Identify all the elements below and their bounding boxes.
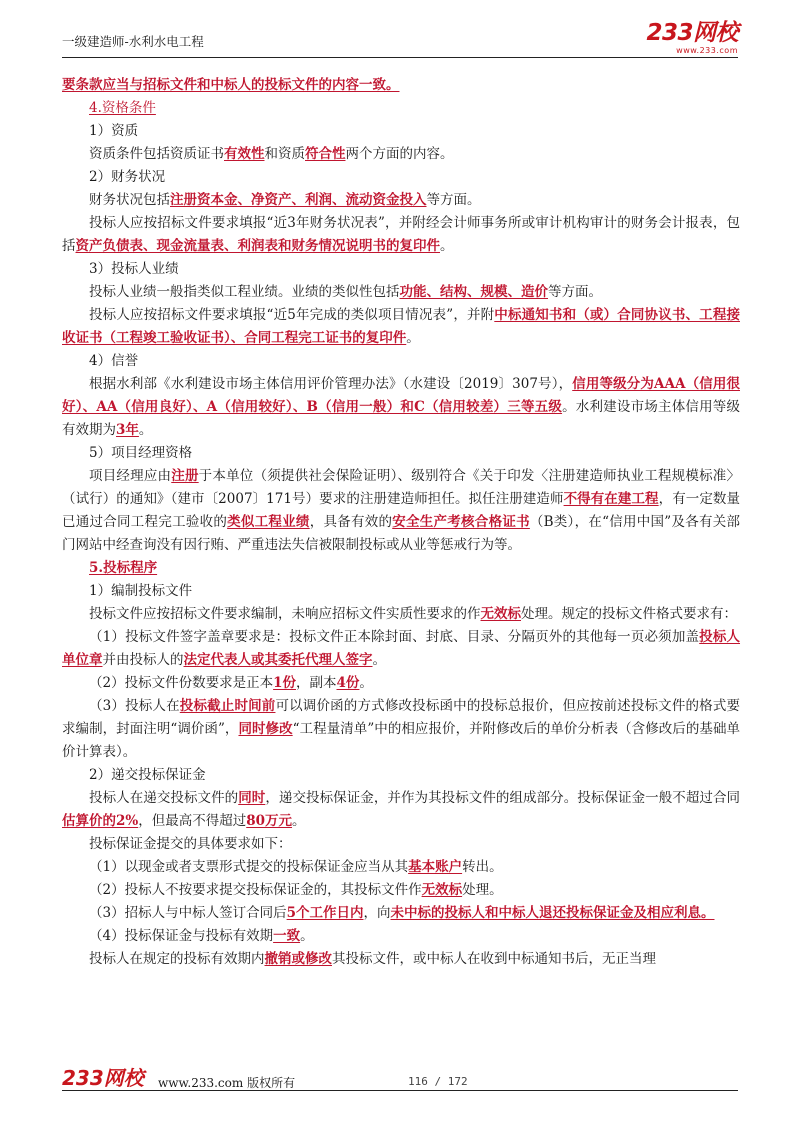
highlighted-text: 同时 xyxy=(238,790,266,806)
highlighted-text: 无效标 xyxy=(421,882,463,898)
text-run: 处理。规定的投标文件格式要求有： xyxy=(521,606,737,622)
paragraph xyxy=(62,557,740,580)
paragraph xyxy=(62,281,740,304)
text-run: 。 xyxy=(372,652,386,668)
highlighted-text: 符合性 xyxy=(305,146,346,162)
text-run: 可以调价函的方式修改投标函中的投标总报价，但应按前述投标文件的格式要求编制，封面注明“调价函”， xyxy=(62,698,741,737)
paragraph xyxy=(62,74,740,97)
text-run: 。 xyxy=(440,238,454,254)
text-run: （2）投标文件份数要求是正本 xyxy=(89,675,274,691)
text-run: 2）财务状况 xyxy=(89,169,166,185)
highlighted-text: 安全生产考核合格证书 xyxy=(392,514,530,530)
highlighted-text: 投标截止时间前 xyxy=(179,698,276,714)
page-number: 116 / 172 xyxy=(408,1075,468,1088)
paragraph xyxy=(62,948,740,971)
text-run: 。 xyxy=(138,422,153,438)
text-run: （4）投标保证金与投标有效期 xyxy=(89,928,274,944)
text-run: ，副本 xyxy=(296,675,337,691)
text-run: 财务状况包括 xyxy=(89,192,170,208)
text-run: （2）投标人不按要求提交投标保证金的，其投标文件作 xyxy=(89,882,422,898)
text-run: 1）资质 xyxy=(89,123,139,139)
paragraph xyxy=(62,672,740,695)
highlighted-text: 资产负债表、现金流量表、利润表和财务情况说明书的复印件 xyxy=(75,238,440,254)
highlighted-text: 未中标的投标人和中标人退还投标保证金及相应利息。 xyxy=(390,905,715,921)
text-run: ，向 xyxy=(363,905,391,921)
text-run: ，递交投标保证金，并作为其投标文件的组成部分。投标保证金一般不超过合同 xyxy=(265,790,741,806)
highlighted-text: 有效性 xyxy=(224,146,265,162)
document-title: 一级建造师-水利水电工程 xyxy=(62,34,204,49)
text-run: 两个方面的内容。 xyxy=(345,146,454,162)
text-run: ，但最高不得超过 xyxy=(138,813,247,829)
paragraph xyxy=(62,626,740,672)
highlighted-text: 类似工程业绩 xyxy=(227,514,310,530)
paragraph xyxy=(62,902,740,925)
highlighted-text: 撤销或修改 xyxy=(264,951,332,967)
footer-logo: 233网校 xyxy=(62,1066,144,1090)
highlighted-text: 估算价的2% xyxy=(62,813,139,829)
text-run: ，具备有效的 xyxy=(309,514,393,530)
text-run: （1）以现金或者支票形式提交的投标保证金应当从其 xyxy=(89,859,409,875)
text-run: 和资质 xyxy=(264,146,305,162)
text-run: （1）投标文件签字盖章要求是：投标文件正本除封面、封底、目录、分隔页外的其他每一页必须加盖 xyxy=(89,629,700,645)
paragraph xyxy=(62,856,740,879)
paragraph xyxy=(62,143,740,166)
highlighted-text: 中标通知书和（或）合同协议书、工程接收证书（工程竣工验收证书）、合同工程完工证书的复印件 xyxy=(62,307,740,346)
text-run: 资质条件包括资质证书 xyxy=(89,146,224,162)
footer-copyright: www.233.com 版权所有 xyxy=(158,1076,296,1090)
paragraph xyxy=(62,833,740,856)
paragraph xyxy=(62,373,740,442)
paragraph xyxy=(62,258,740,281)
text-run: 。水利建设市场主体信用等级有效期为 xyxy=(62,399,741,438)
text-run: 1）编制投标文件 xyxy=(89,583,193,599)
text-run: 投标人在递交投标文件的 xyxy=(89,790,239,806)
text-run: 并由投标人的 xyxy=(102,652,184,668)
text-run: （B类），在“信用中国”及各有关部门网站中经查询没有因行贿、严重违法失信被限制投标或从业等惩戒行为等。 xyxy=(62,514,740,553)
paragraph xyxy=(62,925,740,948)
text-run: 处理。 xyxy=(462,882,503,898)
paragraph xyxy=(62,879,740,902)
paragraph xyxy=(62,212,740,258)
logo-url: www.233.com xyxy=(676,46,738,55)
highlighted-text: 不得有在建工程 xyxy=(563,491,659,507)
highlighted-text: 同时修改 xyxy=(238,721,293,737)
text-run: 投标人业绩一般指类似工程业绩。业绩的类似性包括 xyxy=(89,284,400,300)
text-run: 。 xyxy=(300,928,314,944)
text-run: 。 xyxy=(292,813,306,829)
page-header xyxy=(62,22,738,58)
text-run: “工程量清单”中的相应报价，并附修改后的单价分析表（含修改后的基础单价计算表）。 xyxy=(62,721,740,760)
highlighted-text: 要条款应当与招标文件和中标人的投标文件的内容一致。 xyxy=(62,77,400,93)
paragraph xyxy=(62,97,740,120)
paragraph xyxy=(62,120,740,143)
paragraph xyxy=(62,350,740,373)
text-run: 等方面。 xyxy=(548,284,602,300)
paragraph xyxy=(62,465,740,557)
text-run: 。 xyxy=(406,330,420,346)
highlighted-text: 4.资格条件 xyxy=(89,100,156,116)
text-run: （3）投标人在 xyxy=(89,698,180,714)
paragraph xyxy=(62,580,740,603)
highlighted-text: 3年 xyxy=(116,422,139,438)
logo-wordmark: 233网校 xyxy=(646,20,738,46)
highlighted-text: 1份 xyxy=(273,675,296,691)
text-run: 。 xyxy=(359,675,373,691)
highlighted-text: 基本账户 xyxy=(408,859,463,875)
highlighted-text: 投标人单位章 xyxy=(62,629,741,668)
paragraph xyxy=(62,189,740,212)
text-run: 2）递交投标保证金 xyxy=(89,767,206,783)
text-run: 3）投标人业绩 xyxy=(89,261,179,277)
highlighted-text: 无效标 xyxy=(480,606,521,622)
text-run: （3）招标人与中标人签订合同后 xyxy=(89,905,287,921)
logo xyxy=(646,22,738,55)
highlighted-text: 信用等级分为AAA（信用很好）、AA（信用良好）、A（信用较好）、B（信用一般）和C（信用较差）三等五级 xyxy=(62,376,740,415)
text-run: 5）项目经理资格 xyxy=(89,445,193,461)
highlighted-text: 5.投标程序 xyxy=(89,560,158,576)
document-body xyxy=(62,74,740,971)
paragraph xyxy=(62,166,740,189)
text-run: 根据水利部《水利建设市场主体信用评价管理办法》（水建设〔2019〕307号）， xyxy=(89,376,573,392)
text-run: 等方面。 xyxy=(426,192,481,208)
paragraph xyxy=(62,764,740,787)
text-run: 于本单位（须提供社会保险证明）、级别符合《关于印发〈注册建造师执业工程规模标准〉（试行）的通知》（建市〔2007〕171号）要求的注册建造师担任。拟任注册建造师 xyxy=(62,468,741,507)
paragraph xyxy=(62,442,740,465)
highlighted-text: 功能、结构、规模、造价 xyxy=(399,284,548,300)
highlighted-text: 一致 xyxy=(273,928,301,944)
text-run: 4）信誉 xyxy=(89,353,139,369)
paragraph xyxy=(62,603,740,626)
text-run: 投标人应按招标文件要求填报“近5年完成的类似项目情况表”，并附 xyxy=(89,307,495,323)
text-run: 项目经理应由 xyxy=(89,468,172,484)
page-footer xyxy=(62,1064,738,1090)
highlighted-text: 4份 xyxy=(336,675,360,691)
text-run: 投标人应按招标文件要求填报“近3年财务状况表”，并附经会计师事务所或审计机构审计的财务会计报表，包括 xyxy=(62,215,740,254)
paragraph xyxy=(62,304,740,350)
highlighted-text: 5个工作日内 xyxy=(286,905,364,921)
highlighted-text: 80万元 xyxy=(246,813,293,829)
text-run: ，有一定数量已通过合同工程完工验收的 xyxy=(62,491,741,530)
header-divider xyxy=(62,57,738,58)
highlighted-text: 注册资本金、净资产、利润、流动资金投入 xyxy=(170,192,427,208)
paragraph xyxy=(62,787,740,833)
text-run: 投标保证金提交的具体要求如下： xyxy=(89,836,292,852)
highlighted-text: 法定代表人或其委托代理人签字 xyxy=(183,652,373,668)
text-run: 投标文件应按招标文件要求编制，未响应招标文件实质性要求的作 xyxy=(89,606,481,622)
highlighted-text: 注册 xyxy=(171,468,199,484)
text-run: 其投标文件，或中标人在收到中标通知书后，无正当理 xyxy=(332,951,656,967)
text-run: 投标人在规定的投标有效期内 xyxy=(89,951,265,967)
text-run: 转出。 xyxy=(462,859,503,875)
paragraph xyxy=(62,695,740,764)
